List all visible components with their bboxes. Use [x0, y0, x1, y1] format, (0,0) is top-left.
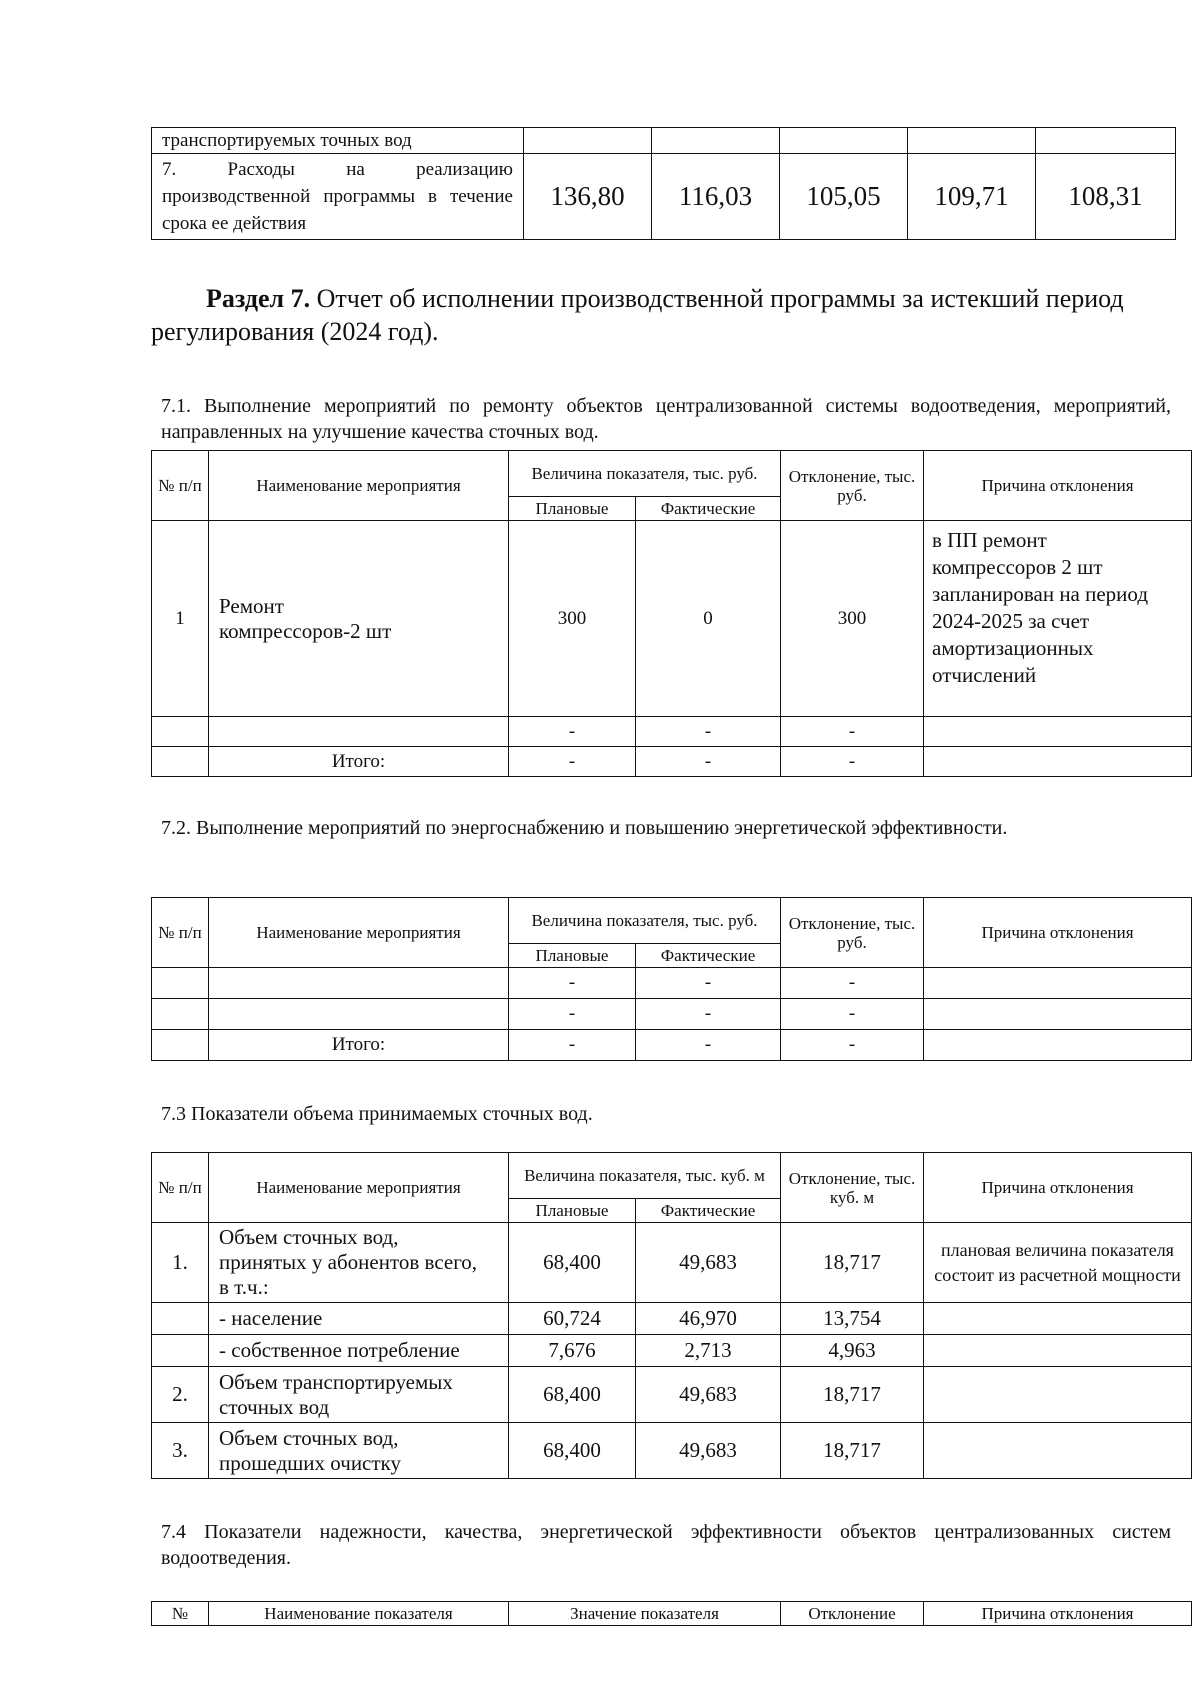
row-fact: - — [636, 717, 781, 747]
row-name: Ремонт компрессоров-2 шт — [209, 521, 509, 717]
row-fact: 46,970 — [636, 1303, 781, 1335]
row-dev: 18,717 — [781, 1423, 924, 1479]
caption-7-4: 7.4 Показатели надежности, качества, энергетической эффективности объектов централизованных систем водоотведения. — [161, 1521, 1171, 1569]
row-name: - собственное потребление — [209, 1335, 509, 1367]
table-row — [152, 1367, 1192, 1423]
row-dev: 4,963 — [781, 1335, 924, 1367]
table-7-2 — [151, 897, 1192, 1061]
top-row0-label: транспортируемых точных вод — [152, 128, 524, 154]
total-label: Итого: — [209, 1030, 509, 1061]
header-deviation: Отклонение, тыс. руб. — [781, 898, 924, 968]
header-reason: Причина отклонения — [924, 1602, 1192, 1626]
row-fact: 49,683 — [636, 1367, 781, 1423]
header-reason: Причина отклонения — [924, 1153, 1192, 1223]
row-plan: 68,400 — [509, 1223, 636, 1303]
row-name: Объем транспортируемых сточных вод — [209, 1367, 509, 1423]
section-heading-title: Отчет об исполнении производственной программы за истекший период регулирования (2024 год). — [151, 284, 1124, 346]
table-row — [152, 1423, 1192, 1479]
row-num: 2. — [152, 1367, 209, 1423]
total-row — [152, 1030, 1192, 1061]
header-planned: Плановые — [509, 944, 636, 968]
header-magnitude: Величина показателя, тыс. руб. — [509, 451, 781, 497]
row-fact: 49,683 — [636, 1423, 781, 1479]
table-7-4 — [151, 1601, 1192, 1626]
table-row — [152, 999, 1192, 1030]
top-table — [151, 127, 1176, 240]
row-dev: 300 — [781, 521, 924, 717]
row-dev: 13,754 — [781, 1303, 924, 1335]
row-fact: 0 — [636, 521, 781, 717]
row-plan: - — [509, 999, 636, 1030]
caption-7-3: 7.3 Показатели объема принимаемых сточных вод. — [161, 1103, 593, 1125]
row-plan: 68,400 — [509, 1367, 636, 1423]
row-reason: плановая величина показателя состоит из расчетной мощности — [924, 1223, 1192, 1303]
row-fact: - — [636, 968, 781, 999]
header-deviation: Отклонение, тыс. руб. — [781, 451, 924, 521]
total-label: Итого: — [209, 747, 509, 777]
row-dev: - — [781, 968, 924, 999]
caption-7-1: 7.1. Выполнение мероприятий по ремонту объектов централизованной системы водоотведения, мероприятий, направленных на улучшение качества сточных вод. — [161, 395, 1171, 443]
header-name: Наименование показателя — [209, 1602, 509, 1626]
row-dev: - — [781, 717, 924, 747]
header-planned: Плановые — [509, 497, 636, 521]
header-planned: Плановые — [509, 1199, 636, 1223]
row-num: 1 — [152, 521, 209, 717]
row-plan: - — [509, 717, 636, 747]
row-plan: 300 — [509, 521, 636, 717]
row-num: 3. — [152, 1423, 209, 1479]
row-fact: - — [636, 999, 781, 1030]
header-magnitude: Величина показателя, тыс. руб. — [509, 898, 781, 944]
row-plan: 68,400 — [509, 1423, 636, 1479]
total-plan: - — [509, 747, 636, 777]
header-num: № — [152, 1602, 209, 1626]
value-cell: 105,05 — [780, 154, 908, 240]
total-fact: - — [636, 747, 781, 777]
header-num: № п/п — [152, 451, 209, 521]
row-num: 1. — [152, 1223, 209, 1303]
header-num: № п/п — [152, 1153, 209, 1223]
total-dev: - — [781, 747, 924, 777]
table-row — [152, 717, 1192, 747]
section-heading — [151, 282, 1171, 348]
table-row — [152, 1303, 1192, 1335]
header-name: Наименование мероприятия — [209, 898, 509, 968]
row-name: Объем сточных вод, принятых у абонентов всего, в т.ч.: — [209, 1223, 509, 1303]
total-row — [152, 747, 1192, 777]
value-cell: 116,03 — [652, 154, 780, 240]
row-fact: 49,683 — [636, 1223, 781, 1303]
table-7-1 — [151, 450, 1192, 777]
total-plan: - — [509, 1030, 636, 1061]
row-plan: - — [509, 968, 636, 999]
section-heading-bold: Раздел 7. — [206, 284, 311, 313]
table-row — [152, 1335, 1192, 1367]
total-fact: - — [636, 1030, 781, 1061]
top-row1-label: 7. Расходы на реализацию производственной программы в течение срока ее действия — [152, 154, 524, 240]
row-dev: 18,717 — [781, 1367, 924, 1423]
row-reason: в ПП ремонт компрессоров 2 шт запланирован на период 2024-2025 за счет амортизационных отчислений — [924, 521, 1192, 717]
row-dev: - — [781, 999, 924, 1030]
value-cell: 109,71 — [908, 154, 1036, 240]
row-plan: 7,676 — [509, 1335, 636, 1367]
table-row — [152, 1223, 1192, 1303]
caption-7-2: 7.2. Выполнение мероприятий по энергоснабжению и повышению энергетической эффективности. — [161, 817, 1008, 839]
header-reason: Причина отклонения — [924, 451, 1192, 521]
row-name: - население — [209, 1303, 509, 1335]
table-7-3 — [151, 1152, 1192, 1479]
row-dev: 18,717 — [781, 1223, 924, 1303]
table-row — [152, 968, 1192, 999]
header-actual: Фактические — [636, 497, 781, 521]
value-cell: 136,80 — [524, 154, 652, 240]
header-name: Наименование мероприятия — [209, 451, 509, 521]
total-dev: - — [781, 1030, 924, 1061]
header-deviation: Отклонение — [781, 1602, 924, 1626]
header-num: № п/п — [152, 898, 209, 968]
value-cell: 108,31 — [1036, 154, 1176, 240]
table-row — [152, 521, 1192, 717]
row-plan: 60,724 — [509, 1303, 636, 1335]
header-magnitude: Величина показателя, тыс. куб. м — [509, 1153, 781, 1199]
header-actual: Фактические — [636, 1199, 781, 1223]
header-actual: Фактические — [636, 944, 781, 968]
header-deviation: Отклонение, тыс. куб. м — [781, 1153, 924, 1223]
row-fact: 2,713 — [636, 1335, 781, 1367]
header-reason: Причина отклонения — [924, 898, 1192, 968]
header-name: Наименование мероприятия — [209, 1153, 509, 1223]
row-name: Объем сточных вод, прошедших очистку — [209, 1423, 509, 1479]
header-value: Значение показателя — [509, 1602, 781, 1626]
